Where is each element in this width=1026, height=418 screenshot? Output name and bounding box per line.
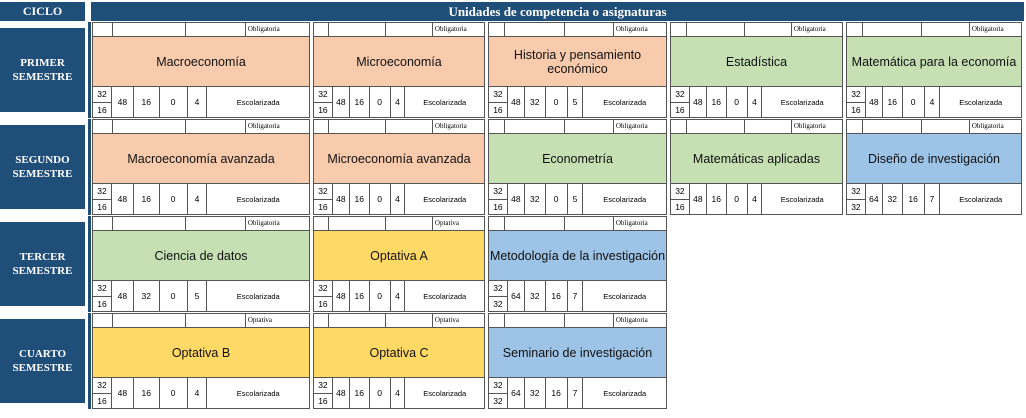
course-type-tag: Obligatoria: [614, 314, 666, 328]
course-header-row: [671, 120, 842, 134]
hours-practice: 16: [97, 201, 107, 212]
hours-practice: 16: [675, 104, 685, 115]
hours-independent: 32: [883, 184, 903, 214]
course-header-row: [314, 217, 484, 231]
hours-theory: 32: [93, 87, 111, 103]
hours-other: 16: [546, 378, 568, 408]
modality: Escolarizada: [423, 388, 467, 398]
credits: 4: [391, 378, 406, 408]
header-cell: [565, 217, 614, 231]
course-type-tag: Obligatoria: [246, 23, 309, 37]
hours-total: 64: [866, 184, 883, 214]
hours-independent: 32: [525, 378, 546, 408]
course-type-tag: Obligatoria: [246, 120, 309, 134]
course-name: Macroeconomía avanzada: [93, 134, 309, 184]
header-cell: [863, 120, 922, 134]
course-card[interactable]: [670, 119, 843, 215]
course-hours-row: [314, 378, 484, 408]
hours-fraction: [847, 184, 866, 214]
hours-theory: 32: [847, 87, 865, 103]
hours-total: 48: [333, 281, 350, 311]
hours-other: 0: [727, 87, 748, 117]
hours-other: 0: [370, 378, 391, 408]
header-cell: [745, 23, 792, 37]
hours-practice: 16: [318, 298, 328, 309]
course-name: Diseño de investigación: [847, 134, 1021, 184]
course-type-tag: Obligatoria: [970, 23, 1021, 37]
hours-independent: 32: [525, 281, 546, 311]
hours-fraction: [314, 378, 333, 408]
header-cell: [113, 23, 186, 37]
course-header-row: [93, 23, 309, 37]
header-cell: [314, 314, 329, 328]
hours-independent: 32: [525, 87, 546, 117]
header-cell: [186, 23, 246, 37]
course-card[interactable]: [92, 313, 310, 409]
hours-other: 0: [160, 184, 188, 214]
hours-independent: 16: [707, 87, 727, 117]
course-hours-row: [671, 184, 842, 214]
credits: 4: [391, 87, 406, 117]
course-name: Microeconomía avanzada: [314, 134, 484, 184]
credits: 4: [188, 184, 208, 214]
credits: 4: [188, 87, 208, 117]
course-card[interactable]: [846, 119, 1022, 215]
hours-practice: 16: [493, 201, 503, 212]
course-hours-row: [93, 281, 309, 311]
hours-independent: 32: [525, 184, 546, 214]
course-hours-row: [93, 184, 309, 214]
course-header-row: [489, 120, 666, 134]
modality: Escolarizada: [780, 194, 824, 204]
course-hours-row: [847, 184, 1021, 214]
hours-practice: 16: [97, 298, 107, 309]
credits: 7: [568, 378, 584, 408]
header-cell: [329, 120, 386, 134]
hours-other: 16: [903, 184, 925, 214]
course-type-tag: Obligatoria: [792, 120, 842, 134]
course-name: Matemáticas aplicadas: [671, 134, 842, 184]
hours-fraction: [314, 281, 333, 311]
course-type-tag: Optativa: [246, 314, 309, 328]
modality: Escolarizada: [236, 291, 280, 301]
credits: 4: [748, 87, 763, 117]
hours-other: 0: [546, 87, 568, 117]
hours-fraction: [93, 378, 112, 408]
hours-total: 48: [690, 184, 707, 214]
hours-independent: 16: [350, 378, 370, 408]
course-card[interactable]: [313, 313, 485, 409]
course-header-row: [847, 120, 1021, 134]
course-card[interactable]: [488, 22, 667, 118]
credits: 4: [748, 184, 763, 214]
hours-other: 0: [160, 87, 188, 117]
hours-practice: 32: [493, 298, 503, 309]
course-header-row: [93, 120, 309, 134]
ciclo-header: CICLO: [0, 2, 85, 21]
hours-theory: 32: [314, 184, 332, 200]
course-hours-row: [93, 378, 309, 408]
hours-independent: 16: [350, 281, 370, 311]
modality: Escolarizada: [780, 97, 824, 107]
cycle-label: [0, 222, 85, 306]
hours-independent: 16: [350, 87, 370, 117]
hours-other: 0: [727, 184, 748, 214]
hours-total: 48: [508, 184, 525, 214]
credits: 5: [188, 281, 208, 311]
course-hours-row: [847, 87, 1021, 117]
hours-theory: 32: [93, 378, 111, 394]
course-name: Metodología de la investigación: [489, 231, 666, 281]
hours-other: 0: [546, 184, 568, 214]
course-type-tag: Obligatoria: [792, 23, 842, 37]
header-cell: [489, 120, 505, 134]
hours-independent: 32: [134, 281, 160, 311]
course-name: Estadística: [671, 37, 842, 87]
credits: 4: [391, 184, 406, 214]
course-header-row: [314, 314, 484, 328]
hours-other: 0: [903, 87, 925, 117]
hours-theory: 32: [671, 184, 689, 200]
header-cell: [186, 217, 246, 231]
header-cell: [505, 23, 565, 37]
hours-practice: 16: [97, 395, 107, 406]
hours-fraction: [93, 87, 112, 117]
hours-practice: 16: [493, 104, 503, 115]
course-name: Optativa A: [314, 231, 484, 281]
hours-theory: 32: [847, 184, 865, 200]
header-cell: [314, 23, 329, 37]
course-name: Macroeconomía: [93, 37, 309, 87]
header-cell: [565, 23, 614, 37]
header-cell: [671, 23, 687, 37]
course-type-tag: Optativa: [433, 217, 484, 231]
credits: 4: [188, 378, 208, 408]
hours-practice: 32: [493, 395, 503, 406]
hours-theory: 32: [93, 281, 111, 297]
course-name: Optativa C: [314, 328, 484, 378]
header-cell: [329, 314, 386, 328]
cycle-label-text: PRIMER SEMESTRE: [12, 57, 73, 83]
header-cell: [687, 120, 745, 134]
course-hours-row: [314, 184, 484, 214]
row-band: [88, 313, 91, 409]
course-name: Microeconomía: [314, 37, 484, 87]
hours-total: 48: [690, 87, 707, 117]
credits: 5: [568, 184, 584, 214]
header-cell: [314, 217, 329, 231]
header-cell: [505, 120, 565, 134]
hours-theory: 32: [314, 378, 332, 394]
hours-total: 64: [508, 281, 525, 311]
hours-theory: 32: [489, 87, 507, 103]
cycle-label: [0, 319, 85, 403]
credits: 4: [391, 281, 406, 311]
hours-independent: 16: [883, 87, 903, 117]
course-hours-row: [314, 87, 484, 117]
hours-fraction: [489, 184, 508, 214]
hours-other: 0: [370, 184, 391, 214]
credits: 7: [568, 281, 584, 311]
credits: 7: [925, 184, 941, 214]
hours-total: 48: [333, 87, 350, 117]
header-cell: [505, 314, 565, 328]
course-name: Ciencia de datos: [93, 231, 309, 281]
course-card[interactable]: [670, 22, 843, 118]
modality: Escolarizada: [603, 291, 647, 301]
course-hours-row: [489, 87, 666, 117]
course-header-row: [489, 217, 666, 231]
course-header-row: [489, 314, 666, 328]
course-card[interactable]: [92, 119, 310, 215]
hours-total: 48: [112, 184, 134, 214]
course-card[interactable]: [313, 22, 485, 118]
header-cell: [489, 314, 505, 328]
modality: Escolarizada: [423, 194, 467, 204]
hours-fraction: [847, 87, 866, 117]
hours-other: 0: [370, 87, 391, 117]
course-type-tag: Obligatoria: [614, 217, 666, 231]
hours-independent: 16: [707, 184, 727, 214]
header-cell: [386, 23, 433, 37]
hours-theory: 32: [314, 87, 332, 103]
hours-total: 48: [112, 378, 134, 408]
course-hours-row: [93, 87, 309, 117]
header-cell: [386, 120, 433, 134]
hours-fraction: [489, 281, 508, 311]
modality: Escolarizada: [603, 194, 647, 204]
credits: 5: [568, 87, 584, 117]
hours-practice: 16: [851, 104, 861, 115]
modality: Escolarizada: [236, 97, 280, 107]
course-hours-row: [671, 87, 842, 117]
header-cell: [93, 314, 113, 328]
course-card[interactable]: [92, 22, 310, 118]
hours-theory: 32: [314, 281, 332, 297]
course-type-tag: Obligatoria: [614, 120, 666, 134]
course-type-tag: Obligatoria: [970, 120, 1021, 134]
header-cell: [113, 314, 186, 328]
modality: Escolarizada: [236, 388, 280, 398]
header-cell: [745, 120, 792, 134]
hours-theory: 32: [489, 281, 507, 297]
hours-independent: 16: [134, 184, 160, 214]
header-cell: [386, 314, 433, 328]
header-cell: [93, 23, 113, 37]
credits: 4: [925, 87, 941, 117]
course-card[interactable]: [488, 119, 667, 215]
row-band: [88, 22, 91, 118]
hours-fraction: [671, 87, 690, 117]
modality: Escolarizada: [603, 97, 647, 107]
course-type-tag: Obligatoria: [433, 23, 484, 37]
header-cell: [505, 217, 565, 231]
cycle-label: [0, 125, 85, 209]
hours-fraction: [314, 184, 333, 214]
hours-independent: 16: [134, 87, 160, 117]
course-header-row: [314, 120, 484, 134]
header-cell: [314, 120, 329, 134]
header-cell: [186, 120, 246, 134]
course-header-row: [93, 217, 309, 231]
header-cell: [329, 217, 386, 231]
hours-theory: 32: [489, 378, 507, 394]
hours-total: 48: [333, 378, 350, 408]
row-band: [88, 119, 91, 215]
course-name: Econometría: [489, 134, 666, 184]
course-header-row: [314, 23, 484, 37]
hours-practice: 16: [318, 201, 328, 212]
header-cell: [847, 120, 863, 134]
cycle-label: [0, 28, 85, 112]
hours-total: 48: [333, 184, 350, 214]
header-cell: [863, 23, 922, 37]
hours-total: 48: [508, 87, 525, 117]
header-cell: [922, 23, 970, 37]
header-cell: [113, 217, 186, 231]
hours-theory: 32: [489, 184, 507, 200]
hours-theory: 32: [93, 184, 111, 200]
hours-practice: 16: [97, 104, 107, 115]
header-cell: [565, 120, 614, 134]
modality: Escolarizada: [423, 291, 467, 301]
hours-practice: 16: [675, 201, 685, 212]
course-type-tag: Optativa: [433, 314, 484, 328]
header-cell: [489, 217, 505, 231]
modality: Escolarizada: [959, 194, 1003, 204]
cycle-label-text: TERCER SEMESTRE: [12, 251, 73, 277]
header-cell: [93, 120, 113, 134]
hours-total: 48: [112, 281, 134, 311]
hours-fraction: [314, 87, 333, 117]
course-header-row: [93, 314, 309, 328]
hours-practice: 16: [318, 104, 328, 115]
course-name: Historia y pensamiento económico: [489, 37, 666, 87]
modality: Escolarizada: [959, 97, 1003, 107]
hours-total: 64: [508, 378, 525, 408]
course-card[interactable]: [313, 119, 485, 215]
units-header: Unidades de competencia o asignaturas: [91, 2, 1024, 21]
course-type-tag: Obligatoria: [433, 120, 484, 134]
hours-fraction: [489, 378, 508, 408]
header-cell: [671, 120, 687, 134]
header-cell: [186, 314, 246, 328]
modality: Escolarizada: [423, 97, 467, 107]
course-card[interactable]: [92, 216, 310, 312]
course-card[interactable]: [488, 313, 667, 409]
row-band: [88, 216, 91, 312]
course-card[interactable]: [846, 22, 1022, 118]
hours-theory: 32: [671, 87, 689, 103]
header-cell: [489, 23, 505, 37]
header-cell: [386, 217, 433, 231]
hours-fraction: [671, 184, 690, 214]
hours-other: 0: [160, 281, 188, 311]
hours-independent: 16: [134, 378, 160, 408]
course-hours-row: [489, 184, 666, 214]
header-cell: [687, 23, 745, 37]
course-type-tag: Obligatoria: [614, 23, 666, 37]
course-hours-row: [489, 281, 666, 311]
hours-independent: 16: [350, 184, 370, 214]
hours-total: 48: [112, 87, 134, 117]
header-cell: [922, 120, 970, 134]
header-cell: [113, 120, 186, 134]
hours-fraction: [93, 281, 112, 311]
hours-other: 0: [370, 281, 391, 311]
cycle-label-text: CUARTO SEMESTRE: [12, 348, 73, 374]
modality: Escolarizada: [603, 388, 647, 398]
course-name: Optativa B: [93, 328, 309, 378]
course-header-row: [671, 23, 842, 37]
course-hours-row: [314, 281, 484, 311]
hours-practice: 16: [318, 395, 328, 406]
hours-other: 0: [160, 378, 188, 408]
modality: Escolarizada: [236, 194, 280, 204]
header-cell: [565, 314, 614, 328]
hours-fraction: [489, 87, 508, 117]
header-cell: [93, 217, 113, 231]
course-header-row: [489, 23, 666, 37]
hours-fraction: [93, 184, 112, 214]
course-name: Matemática para la economía: [847, 37, 1021, 87]
hours-practice: 32: [851, 201, 861, 212]
hours-total: 48: [866, 87, 883, 117]
course-header-row: [847, 23, 1021, 37]
course-name: Seminario de investigación: [489, 328, 666, 378]
header-cell: [847, 23, 863, 37]
cycle-label-text: SEGUNDO SEMESTRE: [12, 154, 73, 180]
course-card[interactable]: [488, 216, 667, 312]
course-type-tag: Obligatoria: [246, 217, 309, 231]
hours-other: 16: [546, 281, 568, 311]
course-hours-row: [489, 378, 666, 408]
header-cell: [329, 23, 386, 37]
course-card[interactable]: [313, 216, 485, 312]
